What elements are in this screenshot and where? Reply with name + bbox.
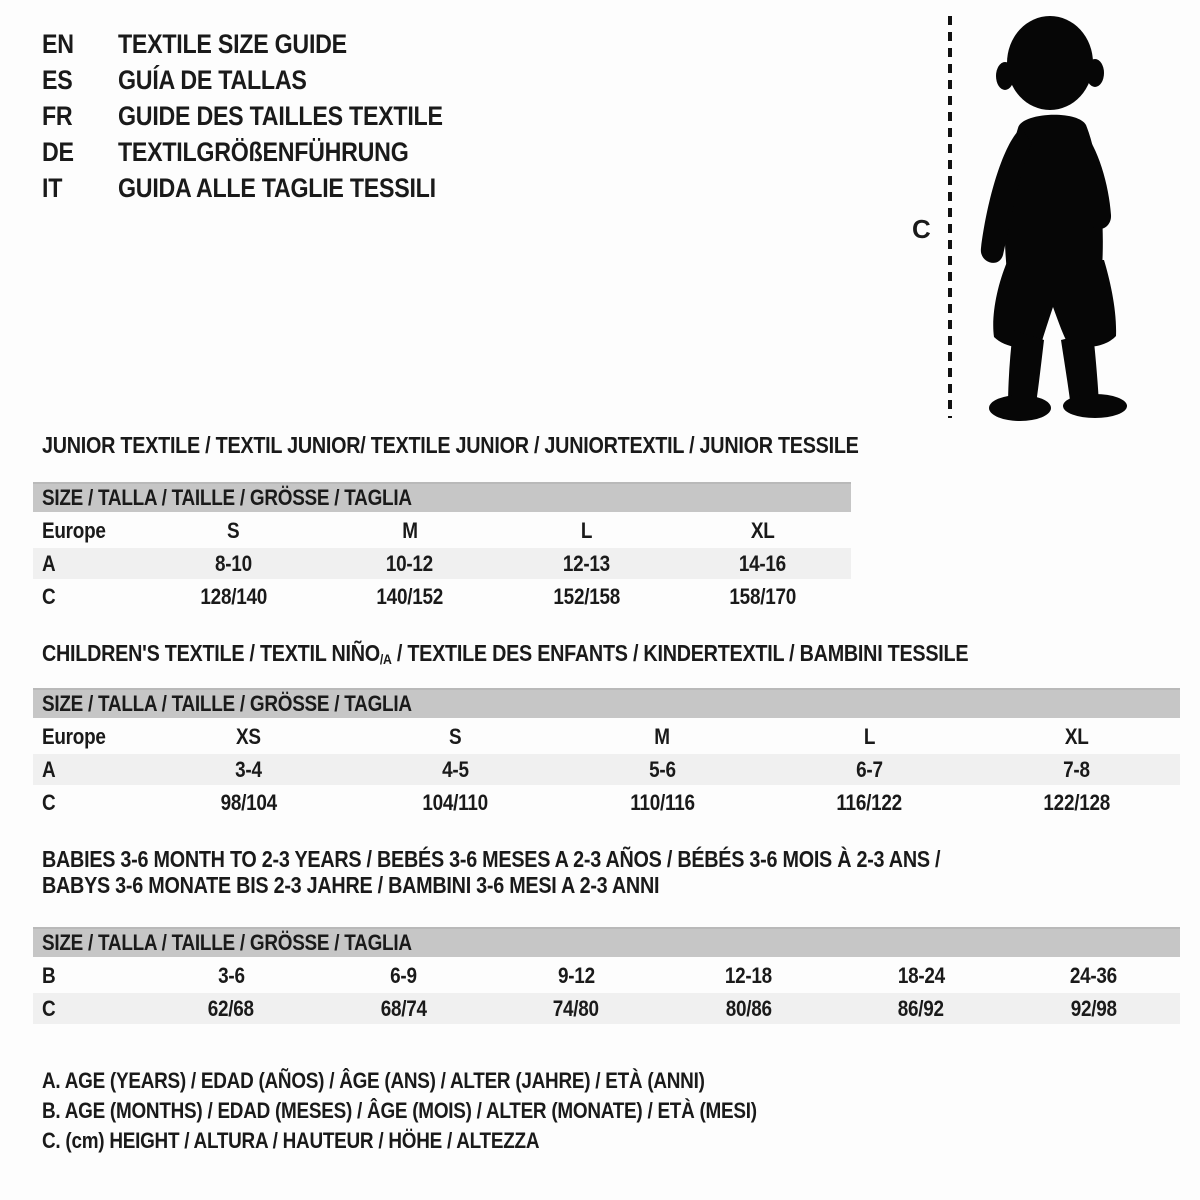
cell: 104/110 [422, 789, 489, 815]
cell: 24-36 [1070, 962, 1118, 988]
cell: 6-7 [856, 756, 883, 782]
cell: 12-18 [725, 962, 773, 988]
cell: 80/86 [725, 995, 772, 1021]
cell: 152/158 [552, 583, 620, 609]
cell: 3-6 [217, 962, 245, 988]
cell: 158/170 [729, 583, 797, 609]
language-row-en [42, 26, 496, 62]
cell: 12-13 [562, 550, 610, 576]
size-header-text: SIZE / TALLA / TAILLE / GRÖSSE / TAGLIA [42, 930, 412, 955]
cell: 74/80 [553, 995, 600, 1021]
guide-title-fr: GUIDE DES TAILLES TEXTILE [118, 100, 443, 131]
cell: 140/152 [376, 583, 444, 609]
cell: 110/116 [630, 789, 695, 815]
table-row [33, 993, 1180, 1024]
cell: XL [750, 517, 775, 543]
cell: A [42, 550, 56, 576]
cell: 14-16 [739, 550, 787, 576]
cell: 86/92 [898, 995, 945, 1021]
cell: M [401, 517, 418, 543]
babies-section-heading [42, 846, 1087, 898]
guide-title-es: GUÍA DE TALLAS [118, 64, 307, 95]
language-row-it [42, 170, 496, 206]
cell: 10-12 [386, 550, 434, 576]
nino-a-subscript: /A [379, 652, 392, 669]
language-code: ES [42, 64, 73, 95]
cell: C [42, 995, 56, 1021]
size-header-text: SIZE / TALLA / TAILLE / GRÖSSE / TAGLIA [42, 691, 412, 716]
cell: 128/140 [199, 583, 267, 609]
table-row [33, 960, 1180, 991]
cell: 8-10 [214, 550, 252, 576]
size-header-bar [33, 688, 1180, 718]
cell: 122/128 [1043, 789, 1110, 815]
cell: 116/122 [836, 789, 903, 815]
height-c-label: C [912, 214, 931, 244]
cell: 9-12 [557, 962, 595, 988]
cell: C [42, 583, 56, 609]
table-row [33, 515, 851, 546]
language-code: EN [42, 28, 74, 59]
cell: 5-6 [649, 756, 676, 782]
junior-size-table [33, 482, 851, 614]
cell: 98/104 [220, 789, 277, 815]
babies-heading-line1: BABIES 3-6 MONTH TO 2-3 YEARS / BEBÉS 3-6 MESES A 2-3 AÑOS / BÉBÉS 3-6 MOIS À 2-3 ANS / [42, 846, 941, 872]
cell: A [42, 756, 56, 782]
children-heading-text: CHILDREN'S TEXTILE / TEXTIL NIÑO/A / TEXTILE DES ENFANTS / KINDERTEXTIL / BAMBINI TESSILE [42, 640, 969, 669]
cell: 18-24 [897, 962, 945, 988]
size-header-text: SIZE / TALLA / TAILLE / GRÖSSE / TAGLIA [42, 485, 412, 510]
cell: L [863, 723, 876, 749]
height-measure-dashed-line [946, 16, 954, 418]
language-code: FR [42, 100, 73, 131]
note-age-months: B. AGE (MONTHS) / EDAD (MESES) / ÂGE (MOIS) / ALTER (MONATE) / ETÀ (MESI) [42, 1098, 757, 1123]
cell: 62/68 [208, 995, 255, 1021]
cell: 4-5 [442, 756, 469, 782]
table-row [33, 754, 1180, 785]
cell: S [227, 517, 240, 543]
table-row [33, 548, 851, 579]
cell: Europe [42, 517, 106, 543]
language-code: DE [42, 136, 74, 167]
language-row-de [42, 134, 496, 170]
cell: C [42, 789, 56, 815]
size-header-bar [33, 482, 851, 512]
table-row [33, 721, 1180, 752]
language-row-fr [42, 98, 496, 134]
cell: 3-4 [235, 756, 262, 782]
cell: S [449, 723, 462, 749]
legend-notes [42, 1066, 873, 1156]
junior-section-heading [42, 432, 992, 458]
baby-silhouette-icon [958, 10, 1143, 422]
language-row-es [42, 62, 496, 98]
cell: 7-8 [1063, 756, 1090, 782]
language-code: IT [42, 172, 63, 203]
size-header-bar [33, 927, 1180, 957]
cell: 68/74 [380, 995, 427, 1021]
cell: 6-9 [390, 962, 418, 988]
cell: XS [236, 723, 261, 749]
note-age-years: A. AGE (YEARS) / EDAD (AÑOS) / ÂGE (ANS) / ALTER (JAHRE) / ETÀ (ANNI) [42, 1068, 705, 1093]
table-row [33, 787, 1180, 818]
junior-heading-text: JUNIOR TEXTILE / TEXTIL JUNIOR/ TEXTILE JUNIOR / JUNIORTEXTIL / JUNIOR TESSILE [42, 432, 859, 458]
guide-title-de: TEXTILGRÖßENFÜHRUNG [118, 136, 409, 167]
children-section-heading [42, 640, 1119, 670]
language-title-list [42, 26, 496, 206]
note-height-cm: C. (cm) HEIGHT / ALTURA / HAUTEUR / HÖHE / ALTEZZA [42, 1128, 540, 1153]
guide-title-en: TEXTILE SIZE GUIDE [118, 28, 347, 59]
cell: B [42, 962, 56, 988]
babies-size-table [33, 927, 1180, 1026]
cell: XL [1064, 723, 1089, 749]
children-size-table [33, 688, 1180, 820]
babies-heading-line2: BABYS 3-6 MONATE BIS 2-3 JAHRE / BAMBINI 3-6 MESI A 2-3 ANNI [42, 872, 660, 898]
guide-title-it: GUIDA ALLE TAGLIE TESSILI [118, 172, 436, 203]
table-row [33, 581, 851, 612]
cell: Europe [42, 723, 106, 749]
cell: 92/98 [1070, 995, 1117, 1021]
cell: M [654, 723, 671, 749]
cell: L [580, 517, 592, 543]
